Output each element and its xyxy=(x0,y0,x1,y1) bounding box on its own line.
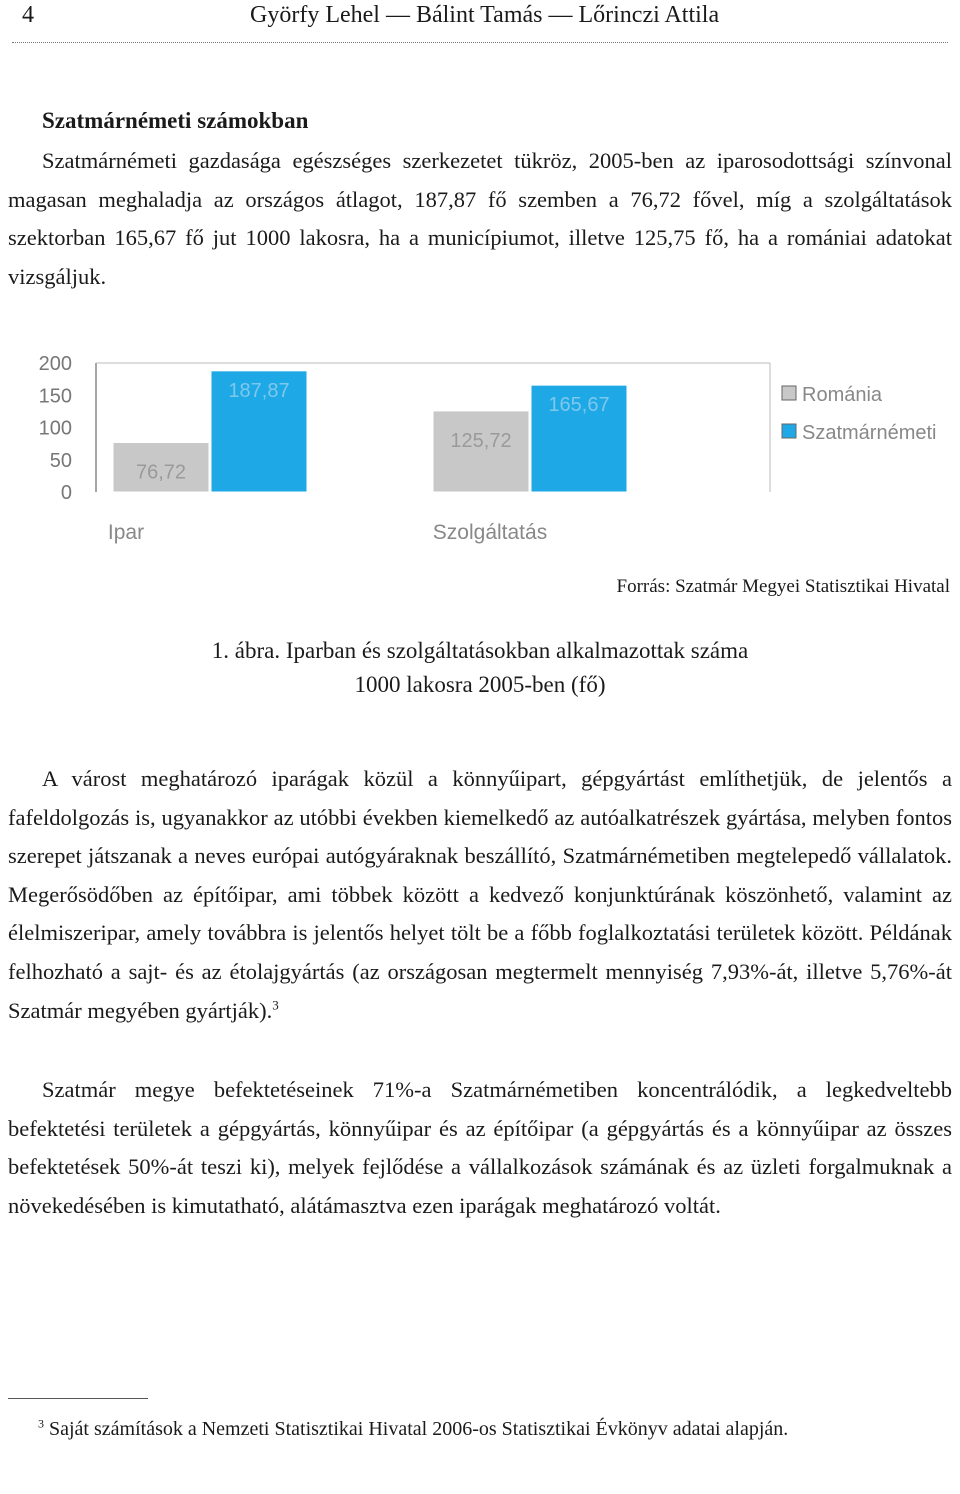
legend-label: Szatmárnémeti xyxy=(802,422,937,444)
legend-label: Románia xyxy=(802,384,883,406)
x-category-label: Szolgáltatás xyxy=(432,521,548,544)
figure-caption-line2: 1000 lakosra 2005-ben (fő) xyxy=(354,672,606,697)
footnote-ref: 3 xyxy=(272,997,279,1013)
figure-caption-line1: 1. ábra. Iparban és szolgáltatásokban alkalmazottak száma xyxy=(211,638,749,663)
figure-source: Forrás: Szatmár Megyei Statisztikai Hivatal xyxy=(616,576,950,597)
bar-data-label: 76,72 xyxy=(135,461,187,484)
bar-data-label: 165,67 xyxy=(548,394,610,417)
section-heading: Szatmárnémeti számokban xyxy=(42,108,309,133)
footnote xyxy=(38,1416,788,1442)
header-divider xyxy=(12,42,948,43)
y-tick-label: 50 xyxy=(49,449,72,472)
footnote-text: Saját számítások a Nemzeti Statisztikai Hivatal 2006-os Statisztikai Évkönyv adatai alapján. xyxy=(49,1418,789,1440)
y-tick-label: 150 xyxy=(38,385,72,408)
bar-data-label: 125,72 xyxy=(450,429,512,452)
figure-caption xyxy=(160,634,800,702)
body-paragraph-1-text: A várost meghatározó iparágak közül a könnyűipart, gépgyártást említhetjük, de jelentős a fafeldolgozás is, ugyanakkor az utóbbi években kiemelkedő az autóalkatrészek gyártása, melyben fontos szerepet játszanak a neves európai autógyáraknak beszállító, Szatmárnémetiben megtelepedő vállalatok. Megerősödőben az építőipar, ami többek között a kedvező konjunktúrának köszönhető, valamint az élelmiszeripar, amely továbbra is jelentős helyet tölt be a főbb foglalkoztatási területek között. Példának felhozható a sajt- és az étolajgyártás (az országosan megtermelt mennyiség 7,93%-át, illetve 5,76%-át Szatmár megyében gyártják). xyxy=(8,766,952,1023)
bar-chart xyxy=(20,345,960,555)
bar-data-label: 187,87 xyxy=(228,379,290,402)
footnote-number: 3 xyxy=(38,1416,44,1431)
footnote-divider xyxy=(8,1398,148,1399)
legend-swatch xyxy=(782,386,796,400)
page-number: 4 xyxy=(22,2,34,28)
running-head-authors: Györfy Lehel — Bálint Tamás — Lőrinczi Attila xyxy=(250,2,720,28)
intro-paragraph: Szatmárnémeti gazdasága egészséges szerkezetet tükröz, 2005-ben az iparosodottsági színvonal magasan meghaladja az országos átlagot, 187,87 fő szemben a 76,72 fővel, míg a szolgáltatások szektorban 165,67 fő jut 1000 lakosra, ha a municípiumot, illetve 125,75 fő, ha a romániai adatokat vizsgáljuk. xyxy=(8,148,952,289)
body-paragraph-2: Szatmár megye befektetéseinek 71%-a Szatmárnémetiben koncentrálódik, a legkedveltebb befektetési területek a gépgyártás, könnyűipar és az építőipar (a gépgyártás és a könnyűipar az összes befektetések 50%-át teszi ki), melyek fejlődése a vállalkozások számának és az üzleti forgalmuknak a növekedésében is kimutatható, alátámasztva ezen iparágak meghatározó voltát. xyxy=(8,1077,952,1218)
y-tick-label: 0 xyxy=(60,482,72,504)
x-category-label: Ipar xyxy=(107,521,145,544)
chart-canvas xyxy=(20,345,960,555)
legend-swatch xyxy=(782,424,796,438)
y-tick-label: 200 xyxy=(38,353,72,375)
y-tick-label: 100 xyxy=(38,417,72,440)
body-paragraph-1 xyxy=(8,760,952,1030)
running-header xyxy=(8,0,952,44)
